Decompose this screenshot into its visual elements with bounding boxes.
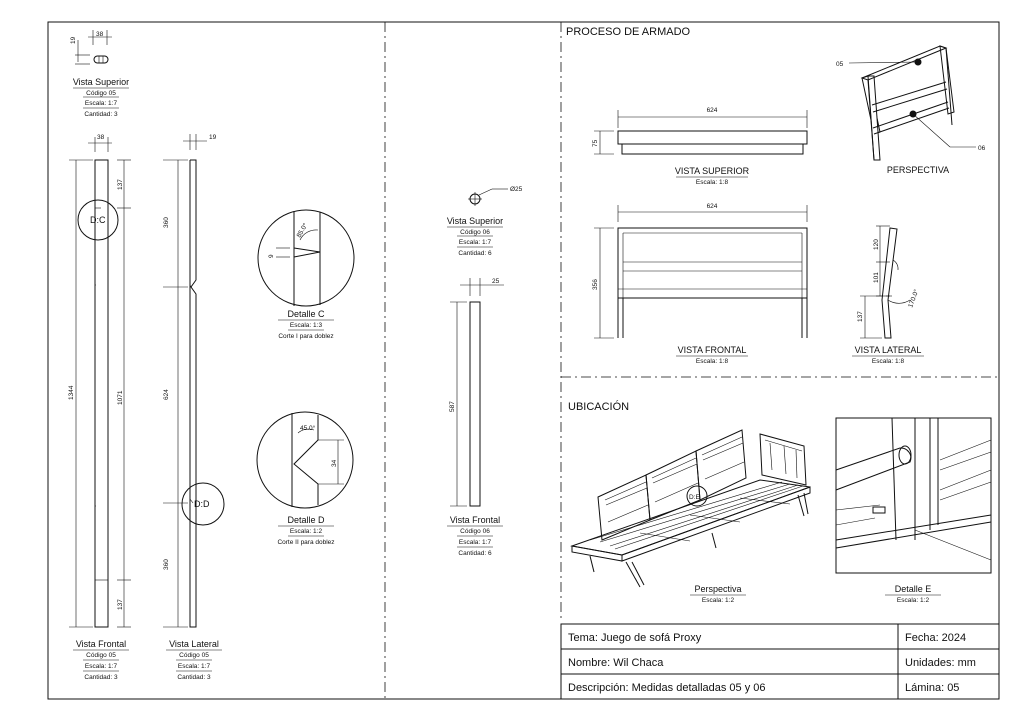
piece06-front-code: Código 06: [460, 528, 490, 535]
title-block-description: Descripción: Medidas detalladas 05 y 06: [568, 682, 766, 694]
piece05-side-dim-width: 19: [209, 134, 217, 141]
piece05-side-view: [163, 134, 224, 681]
location-perspective-scale: Escala: 1:2: [701, 597, 735, 604]
piece05-side-title: Vista Lateral: [169, 639, 219, 649]
title-block-units: Unidades: mm: [905, 657, 976, 669]
assembly-front-scale: Escala: 1:8: [695, 358, 729, 365]
piece05-front-dim-width: 38: [97, 134, 105, 141]
detail-d-title: Detalle D: [287, 515, 325, 525]
assembly-front-dim-height: 356: [592, 279, 599, 290]
assembly-top-dim-width: 624: [706, 107, 718, 114]
detail-d-note: Corte II para doblez: [277, 539, 335, 546]
piece05-side-qty: Cantidad: 3: [177, 674, 211, 681]
piece06-top-qty: Cantidad: 6: [458, 250, 492, 257]
piece05-top-view: [70, 30, 129, 118]
detail-d-angle: 45.0°: [300, 425, 316, 432]
piece06-top-scale: Escala: 1:7: [458, 239, 492, 246]
piece05-side-dim-mid: 624: [163, 389, 170, 400]
piece05-front-title: Vista Frontal: [75, 639, 127, 649]
assembly-side-title: VISTA LATERAL: [854, 345, 922, 355]
assembly-top-scale: Escala: 1:8: [695, 179, 729, 186]
detail-c-dim: 9: [268, 254, 275, 258]
location-title: UBICACIÓN: [568, 401, 630, 413]
piece06-front-title: Vista Frontal: [449, 515, 501, 525]
piece06-top-view: [447, 186, 523, 257]
assembly-side-view: [852, 226, 924, 365]
assembly-front-view: [592, 203, 807, 365]
detail-d-dim: 34: [331, 459, 338, 467]
piece06-front-dim-width: 25: [492, 278, 500, 285]
piece05-front-dim-bottom: 137: [117, 599, 124, 610]
piece05-front-scale: Escala: 1:7: [84, 663, 118, 670]
assembly-side-dim-a: 120: [873, 239, 880, 250]
title-block-date: Fecha: 2024: [905, 632, 967, 644]
title-block: [561, 624, 999, 699]
detail-c-scale: Escala: 1:3: [289, 322, 323, 329]
piece05-top-scale: Escala: 1:7: [84, 100, 118, 107]
piece05-side-code: Código 05: [179, 652, 209, 659]
detail-e-scale: Escala: 1:2: [896, 597, 930, 604]
assembly-top-view: [592, 107, 807, 186]
piece06-top-title: Vista Superior: [446, 216, 504, 226]
title-block-sheet: Lámina: 05: [905, 682, 960, 694]
assembly-top-dim-depth: 75: [592, 139, 599, 147]
detail-d-scale: Escala: 1:2: [289, 528, 323, 535]
piece05-top-qty: Cantidad: 3: [84, 111, 118, 118]
piece06-top-diameter: Ø25: [510, 186, 523, 193]
piece05-front-view: [68, 134, 131, 681]
piece05-top-code: Código 05: [86, 90, 116, 97]
assembly-perspective-title: PERSPECTIVA: [886, 165, 950, 175]
assembly-side-dim-c: 137: [857, 311, 864, 322]
location-sofa-perspective: [572, 430, 810, 604]
location-perspective-marker: D:E: [689, 494, 700, 501]
assembly-front-dim-width: 624: [706, 203, 718, 210]
sheet-border: [48, 22, 999, 699]
assembly-title: PROCESO DE ARMADO: [566, 26, 691, 38]
detail-e-title: Detalle E: [894, 584, 932, 594]
piece05-front-qty: Cantidad: 3: [84, 674, 118, 681]
piece05-top-title: Vista Superior: [72, 77, 130, 87]
piece06-front-scale: Escala: 1:7: [458, 539, 492, 546]
assembly-side-scale: Escala: 1:8: [871, 358, 905, 365]
piece06-front-view: [447, 278, 504, 557]
detail-c: [258, 210, 354, 340]
detail-c-title: Detalle C: [287, 309, 325, 319]
piece05-top-dim-a: 19: [70, 36, 77, 44]
piece06-top-code: Código 06: [460, 229, 490, 236]
assembly-perspective-label-b: 06: [978, 145, 986, 152]
detail-c-note: Corte I para doblez: [278, 333, 334, 340]
piece05-top-dim-b: 38: [96, 31, 104, 38]
piece05-side-dim-bottom: 360: [163, 559, 170, 570]
piece05-side-dim-top: 360: [163, 217, 170, 228]
piece05-front-code: Código 05: [86, 652, 116, 659]
piece06-front-qty: Cantidad: 6: [458, 550, 492, 557]
assembly-top-title: VISTA SUPERIOR: [674, 166, 750, 176]
piece05-front-marker: D:C: [90, 215, 106, 225]
assembly-perspective-label-a: 05: [836, 61, 844, 68]
piece06-front-dim-length: 587: [449, 401, 456, 412]
assembly-front-title: VISTA FRONTAL: [677, 345, 747, 355]
piece05-side-scale: Escala: 1:7: [177, 663, 211, 670]
assembly-perspective: [836, 46, 986, 175]
title-block-theme: Tema: Juego de sofá Proxy: [568, 632, 702, 644]
assembly-side-dim-b: 101: [873, 272, 880, 283]
assembly-side-angle: 170.0°: [907, 288, 921, 309]
piece05-front-dim-total: 1344: [68, 385, 75, 400]
location-perspective-title: Perspectiva: [694, 584, 742, 594]
piece05-front-dim-mid: 1071: [117, 390, 124, 405]
detail-e: [836, 418, 991, 604]
title-block-name: Nombre: Wil Chaca: [568, 657, 664, 669]
detail-d: [257, 412, 353, 546]
piece05-front-dim-top: 137: [117, 179, 124, 190]
detail-c-angle: 85.0°: [295, 222, 310, 239]
piece05-side-marker: D:D: [194, 499, 210, 509]
